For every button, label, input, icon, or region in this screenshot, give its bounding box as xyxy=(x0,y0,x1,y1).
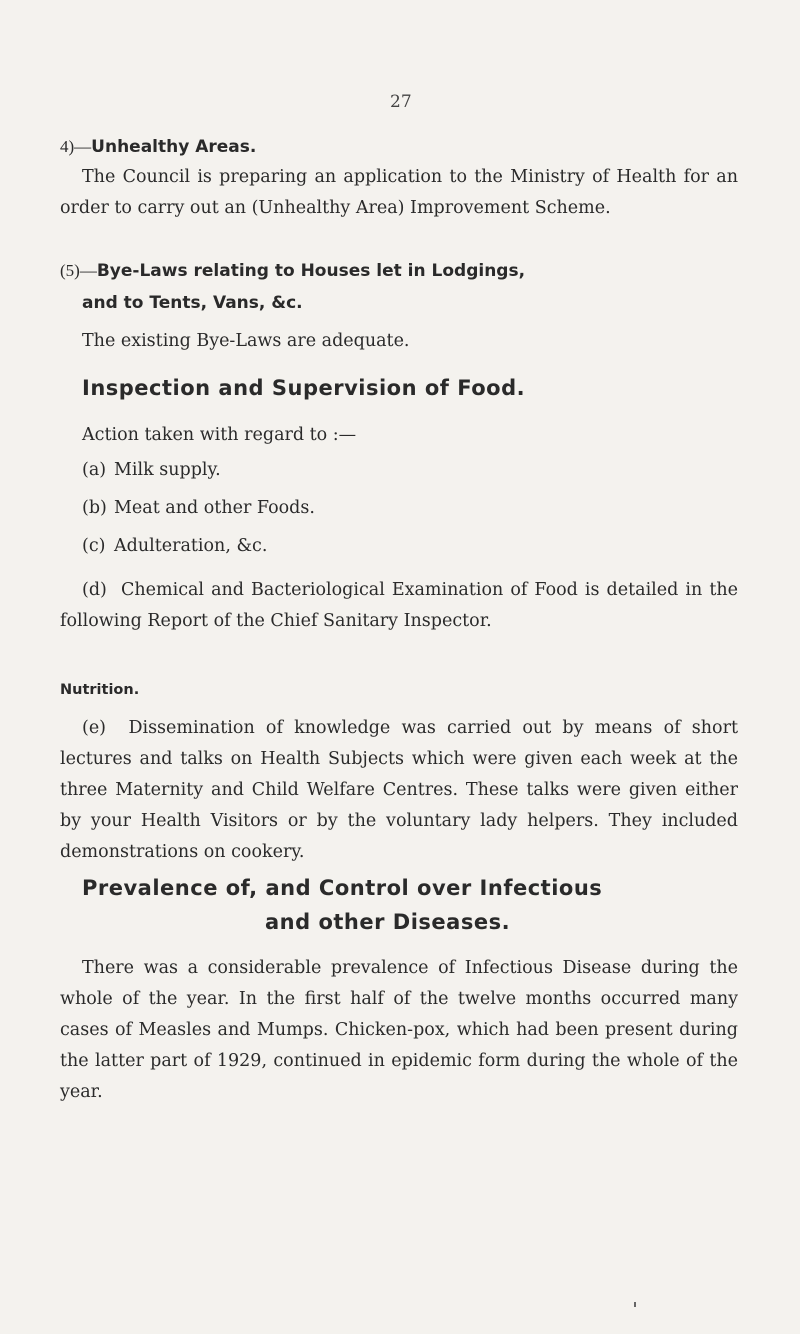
section-5-text: The existing Bye-Laws are adequate. xyxy=(82,331,410,351)
prevalence-heading-line2: and other Diseases. xyxy=(265,910,511,934)
prevalence-heading-line1: Prevalence of, and Control over Infectious xyxy=(82,876,603,900)
prevalence-text: There was a considerable prevalence of Infectious Disease during the whole of the year. In the first half of the twelve months occurred many cases of Measles and Mumps. Chicken-pox, which had been present during the latter part of 1929, continued in epidemic form during the whole of the year. xyxy=(60,958,738,1102)
food-item-a-text: Milk supply. xyxy=(114,460,221,480)
nutrition-paragraph xyxy=(60,713,738,868)
food-intro: Action taken with regard to :— xyxy=(82,425,357,445)
print-speck xyxy=(634,1302,636,1307)
food-item-c-label: (c) xyxy=(82,536,106,556)
food-item-a-label: (a) xyxy=(82,460,107,480)
section-4-heading xyxy=(60,132,740,162)
food-item-d xyxy=(60,575,738,637)
section-5-heading xyxy=(60,256,740,286)
section-4-text: The Council is preparing an application to the Ministry of Health for an order to carry out an (Unhealthy Area) Improvement Scheme. xyxy=(60,167,738,218)
section-5-heading-line2 xyxy=(82,288,762,318)
food-item-d-text: Chemical and Bacteriological Examination of Food is detailed in the following Report of the Chief Sanitary Inspector. xyxy=(60,580,738,631)
nutrition-heading: Nutrition. xyxy=(60,682,140,698)
food-item-b-text: Meat and other Foods. xyxy=(114,498,315,518)
page-number: 27 xyxy=(390,92,412,112)
nutrition-label: (e) xyxy=(82,718,107,738)
food-item-c xyxy=(82,531,267,561)
food-heading: Inspection and Supervision of Food. xyxy=(82,376,526,400)
section-4-number: 4)— xyxy=(60,137,92,156)
food-item-b-label: (b) xyxy=(82,498,107,518)
food-item-b xyxy=(82,493,315,523)
food-item-c-text: Adulteration, &c. xyxy=(114,536,268,556)
food-item-d-label: (d) xyxy=(82,580,107,600)
food-item-a xyxy=(82,455,221,485)
nutrition-text: Dissemination of knowledge was carried out by means of short lectures and talks on Health Subjects which were given each week at the three Maternity and Child Welfare Centres. These talks were given either by your Health Visitors or by the voluntary lady helpers. They included demonstrations on cookery. xyxy=(60,718,738,862)
section-5-title-line1: Bye-Laws relating to Houses let in Lodgings, xyxy=(96,261,526,281)
section-5-number: (5)— xyxy=(60,261,97,280)
section-5-title-line2: and to Tents, Vans, &c. xyxy=(82,293,303,313)
section-4-title: Unhealthy Areas. xyxy=(91,137,257,157)
